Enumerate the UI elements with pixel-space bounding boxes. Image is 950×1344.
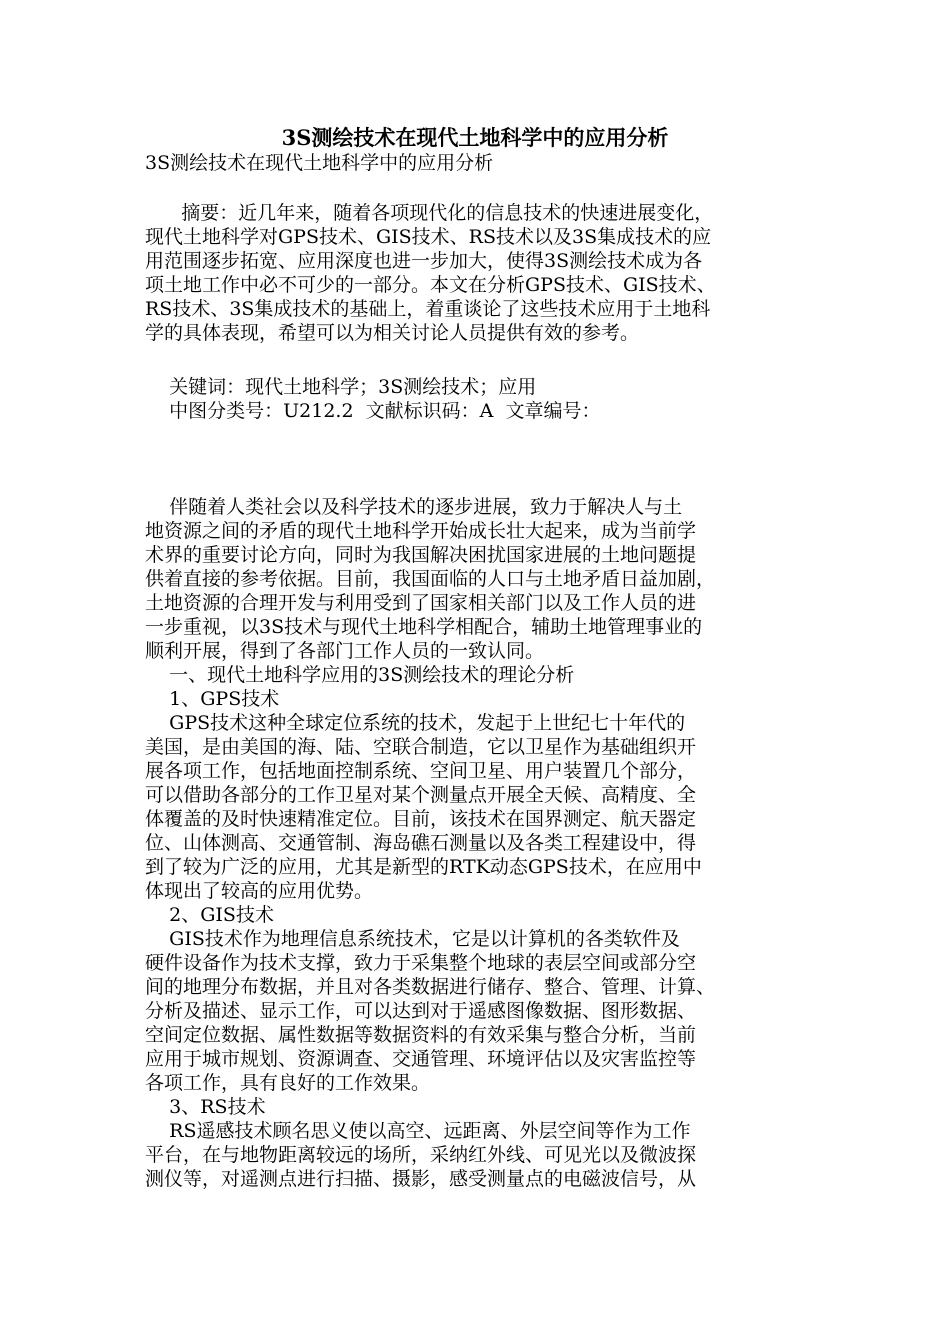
body-line: 空间定位数据、属性数据等数据资料的有效采集与整合分析，当前	[145, 1024, 697, 1046]
body-line: 顺利开展，得到了各部门工作人员的一致认同。	[145, 640, 545, 662]
body-line: 体覆盖的及时快速精准定位。目前，该技术在国界测定、航天器定	[145, 808, 697, 830]
body-line: 伴随着人类社会以及科学技术的逐步进展，致力于解决人与土	[145, 496, 683, 518]
body-line: 平台，在与地物距离较远的场所，采纳红外线、可见光以及微波探	[145, 1144, 697, 1166]
body-line: 到了较为广泛的应用，尤其是新型的RTK动态GPS技术，在应用中	[145, 856, 702, 878]
body-line: 术界的重要讨论方向，同时为我国解决困扰国家进展的土地问题提	[145, 544, 697, 566]
body-line: 供着直接的参考依据。目前，我国面临的人口与土地矛盾日益加剧，	[145, 568, 716, 590]
body-line: 测仪等，对遥测点进行扫描、摄影，感受测量点的电磁波信号，从	[145, 1168, 697, 1190]
abstract-line: 学的具体表现，希望可以为相关讨论人员提供有效的参考。	[145, 322, 640, 344]
keyword-line: 中图分类号：U212.2 文献标识码：A 文章编号：	[145, 400, 601, 422]
document-subtitle: 3S测绘技术在现代土地科学中的应用分析	[145, 152, 494, 174]
body-line: 地资源之间的矛盾的现代土地科学开始成长壮大起来，成为当前学	[145, 520, 697, 542]
body-line: 展各项工作，包括地面控制系统、空间卫星、用户装置几个部分，	[145, 760, 697, 782]
keywords-section	[145, 375, 805, 423]
body-line: 可以借助各部分的工作卫星对某个测量点开展全天候、高精度、全	[145, 784, 697, 806]
body-line: 间的地理分布数据，并且对各类数据进行储存、整合、管理、计算、	[145, 976, 716, 998]
abstract-line: 用范围逐步拓宽、应用深度也进一步加大，使得3S测绘技术成为各	[145, 250, 703, 272]
document-title: 3S测绘技术在现代土地科学中的应用分析	[281, 125, 669, 150]
body-line: 土地资源的合理开发与利用受到了国家相关部门以及工作人员的进	[145, 592, 697, 614]
body-line: 一、现代土地科学应用的3S测绘技术的理论分析	[145, 664, 575, 686]
abstract-line: 现代土地科学对GPS技术、GIS技术、RS技术以及3S集成技术的应	[145, 226, 712, 248]
body-line: 1、GPS技术	[145, 688, 280, 710]
abstract-line: 项土地工作中必不可少的一部分。本文在分析GPS技术、GIS技术、	[145, 274, 716, 296]
abstract-section	[145, 201, 805, 345]
body-line: 一步重视，以3S技术与现代土地科学相配合，辅助土地管理事业的	[145, 616, 703, 638]
body-line: 2、GIS技术	[145, 904, 274, 926]
body-line: 应用于城市规划、资源调查、交通管理、环境评估以及灾害监控等	[145, 1048, 697, 1070]
abstract-line: RS技术、3S集成技术的基础上，着重谈论了这些技术应用于土地科	[145, 298, 711, 320]
body-line: 3、RS技术	[145, 1096, 266, 1118]
body-line: 美国，是由美国的海、陆、空联合制造，它以卫星作为基础组织开	[145, 736, 697, 758]
body-line: RS遥感技术顾名思义使以高空、远距离、外层空间等作为工作	[145, 1120, 691, 1142]
body-line: 硬件设备作为技术支撑，致力于采集整个地球的表层空间或部分空	[145, 952, 697, 974]
abstract-line: 摘要：近几年来，随着各项现代化的信息技术的快速进展变化，	[145, 202, 714, 224]
body-line: 分析及描述、显示工作，可以达到对于遥感图像数据、图形数据、	[145, 1000, 697, 1022]
body-line: 各项工作，具有良好的工作效果。	[145, 1072, 431, 1094]
body-line: 体现出了较高的应用优势。	[145, 880, 374, 902]
body-section	[145, 495, 805, 1191]
body-line: GPS技术这种全球定位系统的技术，发起于上世纪七十年代的	[145, 712, 686, 734]
body-line: 位、山体测高、交通管制、海岛礁石测量以及各类工程建设中，得	[145, 832, 697, 854]
keyword-line: 关键词：现代土地科学；3S测绘技术；应用	[145, 376, 537, 398]
body-line: GIS技术作为地理信息系统技术，它是以计算机的各类软件及	[145, 928, 680, 950]
